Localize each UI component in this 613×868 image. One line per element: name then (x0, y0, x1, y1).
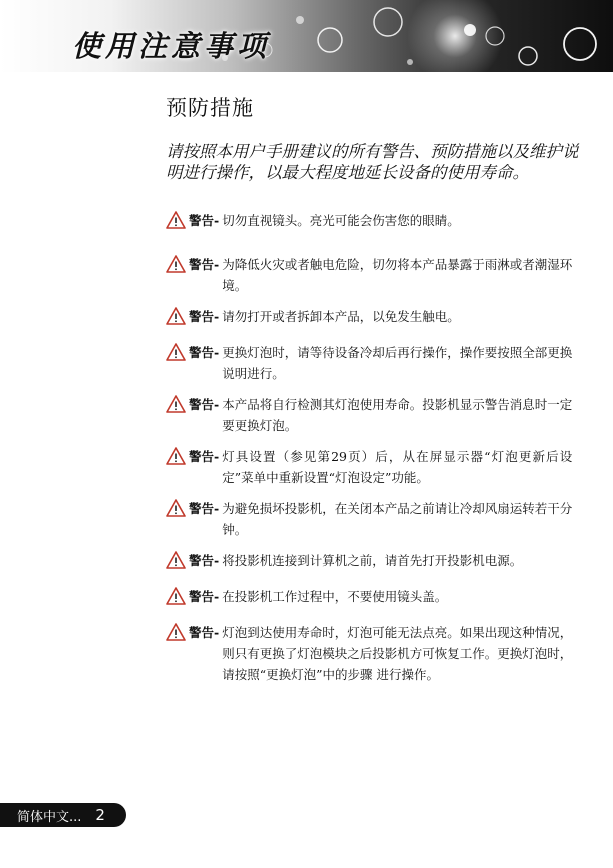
warning-triangle-icon (166, 447, 186, 465)
header-banner (0, 0, 613, 72)
warning-label: 警告- (189, 213, 220, 228)
warning-triangle-icon (166, 499, 186, 517)
warning-triangle-icon (166, 395, 186, 413)
warning-text: 灯泡到达使用寿命时，灯泡可能无法点亮。如果出现这种情况，则只有更换了灯泡模块之后投影机方可恢复工作。更换灯泡时，请按照“更换灯泡”中的步骤 进行操作。 (222, 625, 573, 682)
warning-text: 将投影机连接到计算机之前，请首先打开投影机电源。 (222, 553, 523, 568)
warning-item (166, 550, 586, 571)
warning-item (166, 342, 586, 384)
warning-triangle-icon (166, 587, 186, 605)
warning-triangle-icon (166, 343, 186, 361)
warning-label: 警告- (189, 345, 220, 360)
warning-text: 本产品将自行检测其灯泡使用寿命。投影机显示警告消息时一定要更换灯泡。 (222, 397, 573, 433)
warning-label: 警告- (189, 625, 220, 640)
warning-triangle-icon (166, 623, 186, 641)
warning-label: 警告- (189, 257, 220, 272)
chapter-title: 使用注意事项 (72, 29, 271, 63)
warning-item (166, 394, 586, 436)
warning-text: 为降低火灾或者触电危险，切勿将本产品暴露于雨淋或者潮湿环境。 (222, 257, 573, 293)
warning-triangle-icon (166, 551, 186, 569)
warning-label: 警告- (189, 501, 220, 516)
warning-item (166, 446, 586, 488)
warning-text: 请勿打开或者拆卸本产品，以免发生触电。 (222, 309, 460, 324)
footer-badge (0, 803, 126, 827)
warning-label: 警告- (189, 553, 220, 568)
intro-paragraph: 请按照本用户手册建议的所有警告、预防措施以及维护说明进行操作，以最大程度地延长设备的使用寿命。 (166, 142, 579, 182)
warning-triangle-icon (166, 307, 186, 325)
warning-item (166, 586, 586, 607)
warning-triangle-icon (166, 255, 186, 273)
warning-item (166, 254, 586, 296)
warning-text: 灯具设置（参见第29页）后，从在屏显示器“灯泡更新后设定”菜单中重新设置“灯泡设定”功能。 (222, 449, 573, 485)
warning-label: 警告- (189, 449, 220, 464)
section-title: 预防措施 (166, 96, 254, 120)
warning-text: 更换灯泡时，请等待设备冷却后再行操作，操作要按照全部更换说明进行。 (222, 345, 573, 381)
warning-text: 在投影机工作过程中，不要使用镜头盖。 (222, 589, 448, 604)
warning-triangle-icon (166, 211, 186, 229)
warning-item (166, 306, 586, 327)
page-number: 2 (95, 806, 105, 824)
footer-language: 简体中文... (17, 809, 82, 825)
warning-label: 警告- (189, 309, 220, 324)
warning-label: 警告- (189, 589, 220, 604)
warning-text: 为避免损坏投影机，在关闭本产品之前请让冷却风扇运转若干分钟。 (222, 501, 573, 537)
warning-item (166, 622, 586, 685)
warning-text: 切勿直视镜头。亮光可能会伤害您的眼睛。 (222, 213, 460, 228)
warning-label: 警告- (189, 397, 220, 412)
warning-item (166, 498, 586, 540)
warning-item (166, 210, 586, 231)
